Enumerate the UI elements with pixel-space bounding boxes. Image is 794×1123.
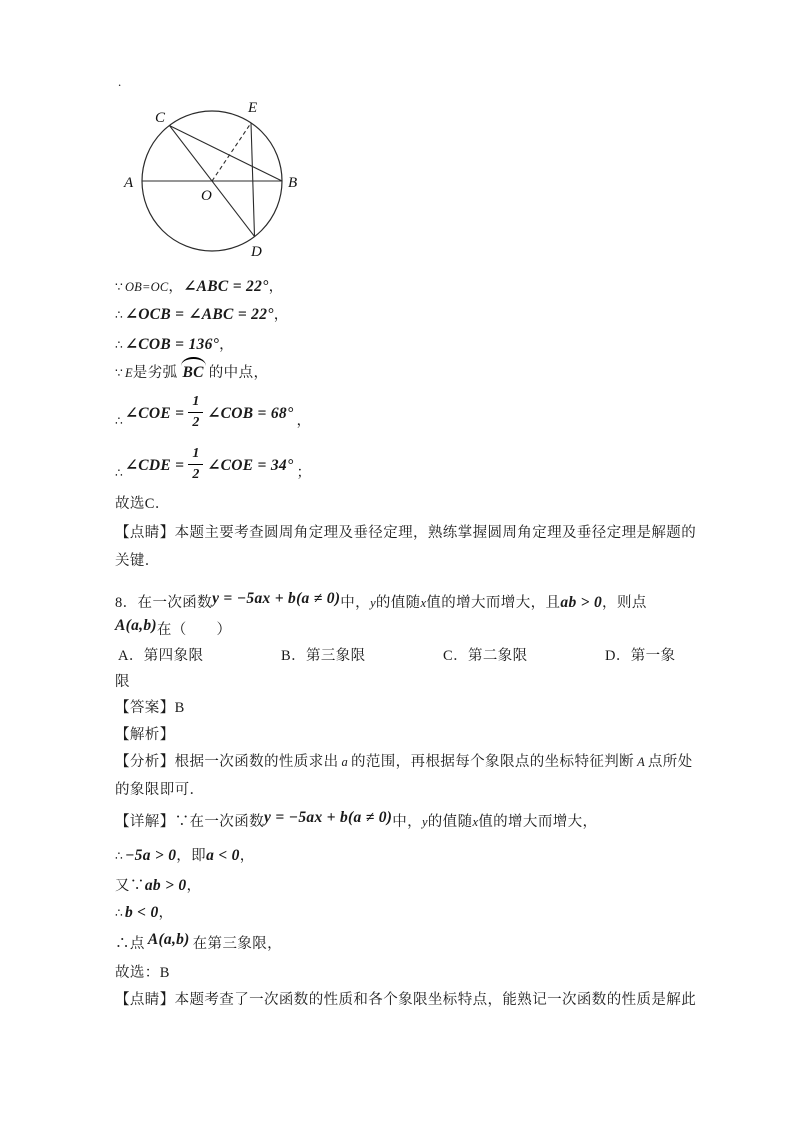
math-ab-gt-0: ab > 0 <box>144 877 187 894</box>
comma: ， <box>273 307 289 323</box>
answer-label: 【答案】 <box>115 700 175 716</box>
text-increases-with: 的值随 <box>427 814 473 830</box>
analysis-text-2: 的范围，再根据每个象限点的坐标特征判断 <box>350 754 635 770</box>
math-arc-bc: BC <box>182 364 204 381</box>
text-that-is: ，即 <box>176 848 207 864</box>
math-angle-cde: ∠CDE = <box>124 456 185 474</box>
stray-period: . <box>118 74 122 89</box>
math-angle-coe: ∠COE = <box>124 404 185 422</box>
equation-cde <box>125 447 294 482</box>
answer-value: B <box>174 700 185 716</box>
detail-step-2 <box>115 876 201 896</box>
math-ab-gt-0: ab > 0 <box>560 594 603 611</box>
text-zhong: 中， <box>340 595 371 611</box>
detail-line-1 <box>115 809 598 832</box>
detail-step-3 <box>115 903 173 923</box>
text-increasing: 值的增大而增大，且 <box>426 595 561 611</box>
proof-line-5 <box>115 395 311 430</box>
remark-q8-line: 【点睛】本题考查了一次函数的性质和各个象限坐标特点，能熟记一次函数的性质是解此 <box>115 992 697 1008</box>
therefore-symbol: ∴ <box>115 905 123 920</box>
math-linear-function: y = −5ax + b(a ≠ 0) <box>212 590 341 607</box>
question-8-stem-line-2 <box>115 617 232 640</box>
math-var-a: a <box>341 755 348 769</box>
answer-choice-line-q7: 故选C． <box>115 496 170 512</box>
remark-q7-line-2: 关键． <box>115 553 160 569</box>
point-label-b: B <box>288 175 298 191</box>
option-b: B．第三象限 <box>281 648 366 664</box>
text-increasing: 值的增大而增大， <box>478 814 598 830</box>
analysis-line-1 <box>115 752 693 772</box>
question-number-and-text: 8．在一次函数 <box>115 595 213 611</box>
option-c: C．第二象限 <box>443 648 528 664</box>
fraction-one-half <box>188 447 203 482</box>
comma: ， <box>219 337 235 353</box>
fraction-one-half <box>188 395 203 430</box>
chord-ed <box>251 123 255 236</box>
equation-coe <box>125 395 294 430</box>
math-point-aab: A(a,b) <box>147 931 190 948</box>
analysis-line-2: 的象限即可． <box>115 782 205 798</box>
point-label-c: C <box>155 110 166 126</box>
fraction-denominator: 2 <box>188 464 203 482</box>
therefore-point-text: ∴点 <box>115 936 145 952</box>
circle-diagram <box>120 90 315 268</box>
detail-step-4 <box>115 931 283 954</box>
question-8-stem <box>115 590 647 613</box>
comma: ， <box>186 878 202 894</box>
comma: ， <box>268 279 284 295</box>
math-var-y: y <box>422 815 428 829</box>
analysis-text-1: 【分析】根据一次函数的性质求出 <box>115 754 339 770</box>
math-ob-oc: OB=OC <box>124 280 169 294</box>
because-symbol: ∵ <box>115 365 123 380</box>
therefore-symbol: ∴ <box>115 848 123 863</box>
therefore-symbol: ∴ <box>115 307 123 322</box>
text-also-because: 又∵ <box>115 878 145 894</box>
comma: ， <box>239 848 255 864</box>
text-third-quadrant: 在第三象限， <box>192 936 283 952</box>
math-angle-cob: ∠COB = 136° <box>124 336 220 353</box>
fraction-numerator: 1 <box>192 394 200 409</box>
analysis-header: 【解析】 <box>115 727 175 743</box>
text-midpoint: 的中点， <box>208 365 269 381</box>
proof-line-3 <box>115 335 234 355</box>
comma: ， <box>158 905 174 921</box>
proof-line-4 <box>115 363 268 383</box>
text-increases-with: 的值随 <box>375 595 421 611</box>
math-point-aab: A(a,b) <box>115 617 157 634</box>
therefore-symbol: ∴ <box>115 413 123 428</box>
text-zhong: 中， <box>392 814 423 830</box>
conclusion-line: 故选：B <box>115 965 170 981</box>
comma: ， <box>296 413 311 429</box>
text-minor-arc: 是劣弧 <box>132 365 178 381</box>
analysis-text-3: 点所处 <box>647 754 693 770</box>
point-label-d: D <box>251 244 262 260</box>
math-point-e: E <box>124 366 133 380</box>
point-label-e: E <box>248 100 258 116</box>
because-symbol: ∵ <box>115 279 123 294</box>
therefore-symbol: ∴ <box>115 337 123 352</box>
math-var-x: x <box>472 815 479 829</box>
math-var-y: y <box>370 596 376 610</box>
math-neg5a-gt-0: −5a > 0 <box>124 847 177 864</box>
math-angle-ocb: ∠OCB = ∠ABC = 22° <box>124 306 274 323</box>
math-angle-coe-34: ∠COE = 34° <box>207 456 294 474</box>
chord-cb <box>170 126 283 181</box>
answer-line <box>115 698 185 718</box>
point-label-o: O <box>201 188 212 204</box>
therefore-symbol: ∴ <box>115 465 123 480</box>
proof-line-1 <box>115 277 284 297</box>
math-linear-function: y = −5ax + b(a ≠ 0) <box>264 809 393 826</box>
detail-step-1 <box>115 846 255 866</box>
option-d-wrap: 限 <box>115 674 130 690</box>
math-angle-abc: ∠ABC = 22° <box>183 278 269 295</box>
semicolon: ； <box>296 465 311 481</box>
math-var-A: A <box>637 755 645 769</box>
detail-label-text: 【详解】∵在一次函数 <box>115 814 264 830</box>
math-angle-cob-68: ∠COB = 68° <box>207 404 294 422</box>
proof-line-6 <box>115 447 311 482</box>
fraction-numerator: 1 <box>192 446 200 461</box>
proof-line-2 <box>115 305 289 325</box>
text-then-point: ，则点 <box>602 595 647 611</box>
math-b-lt-0: b < 0 <box>124 904 159 921</box>
fraction-denominator: 2 <box>188 412 203 430</box>
option-d: D．第一象 <box>605 648 676 664</box>
text-in-parens: 在（ ） <box>156 622 232 638</box>
option-a: A．第四象限 <box>118 648 204 664</box>
comma: ， <box>168 279 184 295</box>
point-label-a: A <box>124 175 134 191</box>
math-a-lt-0: a < 0 <box>206 847 240 864</box>
remark-q7-line-1: 【点睛】本题主要考查圆周角定理及垂径定理，熟练掌握圆周角定理及垂径定理是解题的 <box>115 525 697 541</box>
radius-oe-dashed <box>212 123 251 181</box>
math-var-x: x <box>420 596 427 610</box>
